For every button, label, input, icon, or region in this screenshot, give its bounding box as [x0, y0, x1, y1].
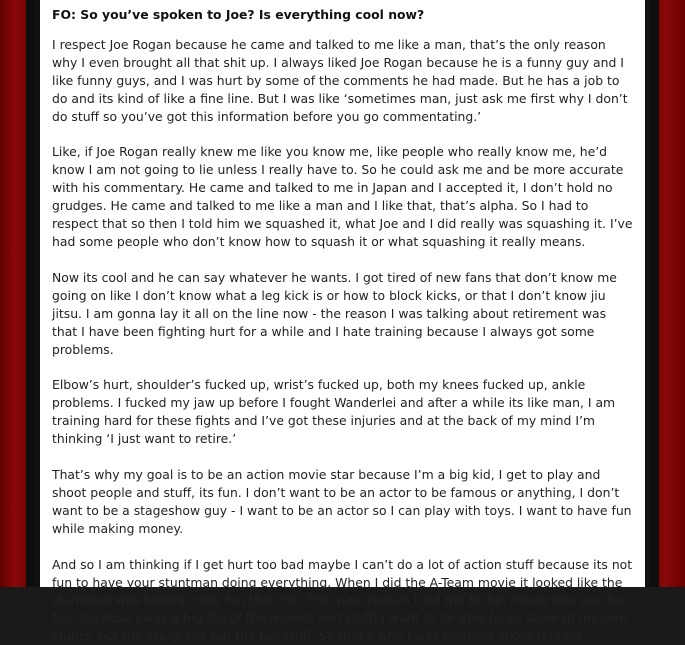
answer-paragraph-3: Now its cool and he can say whatever he wants. I got tired of new fans that don’t know me going on like I don’t know what a leg kick is or how to block kicks, or that I don’t know jiu jitsu. I am gonna lay it all on the line now - the reason I was talking about retirement was that I have been fighting hurt for a while and I hate training because I always got some problems. [52, 269, 617, 357]
left-decorative-border [0, 0, 34, 587]
answer-paragraph-5: That’s why my goal is to be an action movie star because I’m a big kid, I get to play and shoot people and stuff, its fun. I don’t want to be an actor to be famous or anything, I don’t want to be a stageshow guy - I want to be an actor so I can play with toys. I want to have fun while making money. [52, 467, 632, 536]
answer-paragraph-4: Elbow’s hurt, shoulder’s fucked up, wrist’s fucked up, both my knees fucked up, ankle problems. I fucked my jaw up before I fought Wanderlei and after a while its like man, I am training hard for these fights and I’ve got these injuries and at the back of my mind I’m thinking ‘I just want to retire.’ [52, 377, 616, 447]
right-decorative-border [651, 0, 685, 587]
article-body [40, 0, 645, 644]
answer-paragraph-6: And so I am thinking if I get hurt too bad maybe I can’t do a lot of action stuff because its not fun to have your stuntman doing everything. When I did the A-Team movie it looked like the stuntman was having more fun that me. The main reason I did the fuckin movie was just for fun, because I was a big fan of the movies and stuff. I want to be able to do some of my own stunts, not the crazy shit but the fun stuff. So that’s why I was thinking about retiring. [52, 556, 633, 644]
answer-paragraph-2: Like, if Joe Rogan really knew me like you know me, like people who really know me, he’d know I am not going to lie unless I really have to. So he could ask me and be more accurate with his commentary. He came and talked to me in Japan and I accepted it, I don’t hold no grudges. He came and talked to me like a man and I like that, that’s alpha. So I had to respect that so then I told him we squashed it, what Joe and I did really was squashing it. I’ve had some people who don’t know how to squash it or what squashing it really means. [52, 144, 633, 249]
interview-question: FO: So you’ve spoken to Joe? Is everything cool now? [52, 7, 425, 22]
answer-paragraph-1: I respect Joe Rogan because he came and talked to me like a man, that’s the only reason why I even brought all that shit up. I always liked Joe Rogan because he is a funny guy and I like funny guys, and I was hurt by some of the comments he had made. But he has a job to do and its kind of like a fine line. But I was like ‘sometimes man, just ask me first why I don’t do stuff so you’ve got this information before you go commentating.’ [52, 36, 628, 124]
